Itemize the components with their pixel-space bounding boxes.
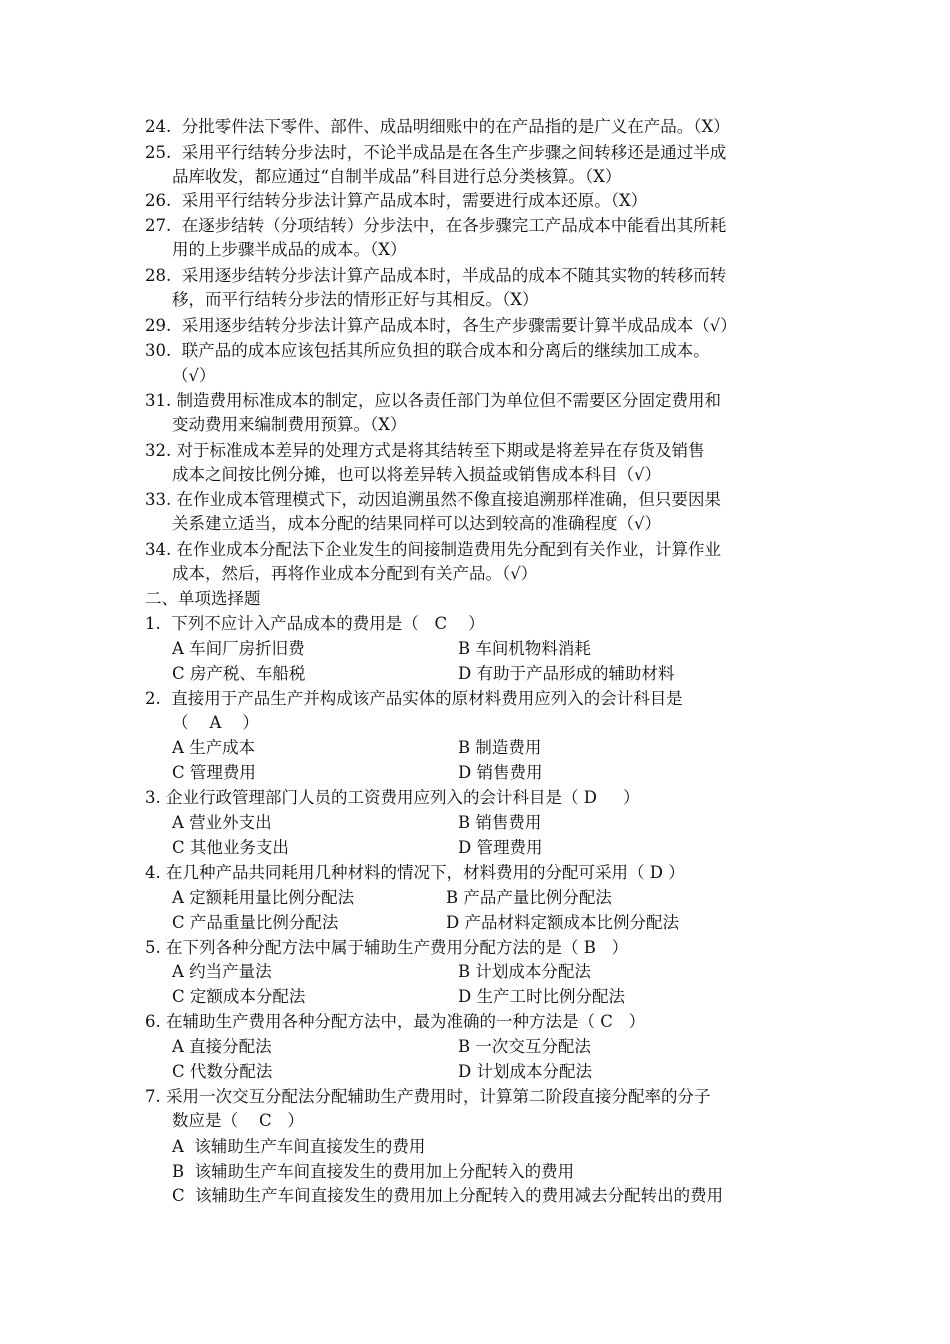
item-34-line-2: 成本，然后，再将作业成本分配到有关产品。（√） xyxy=(172,564,538,583)
question-1: 1. 下列不应计入产品成本的费用是（ C ） xyxy=(145,614,485,633)
item-33-line-2: 关系建立适当，成本分配的结果同样可以达到较高的准确程度（√） xyxy=(172,514,662,533)
q7-option-a: A 该辅助生产车间直接发生的费用 xyxy=(172,1137,426,1156)
q4-option-d: D 产品材料定额成本比例分配法 xyxy=(446,913,679,932)
item-28-line-2: 移，而平行结转分步法的情形正好与其相反。（X） xyxy=(172,290,539,309)
question-7-line-1: 7. 采用一次交互分配法分配辅助生产费用时，计算第二阶段直接分配率的分子 xyxy=(145,1087,711,1106)
item-25-line-1: 25. 采用平行结转分步法时，不论半成品是在各生产步骤之间转移还是通过半成 xyxy=(145,143,727,162)
q5-option-b: B 计划成本分配法 xyxy=(458,962,591,981)
q3-option-a: A 营业外支出 xyxy=(172,813,272,832)
question-7-line-2: 数应是（ C ） xyxy=(172,1111,304,1130)
question-4: 4. 在几种产品共同耗用几种材料的情况下，材料费用的分配可采用（ D ） xyxy=(145,863,685,882)
q1-option-a: A 车间厂房折旧费 xyxy=(172,639,305,658)
q2-option-b: B 制造费用 xyxy=(458,738,542,757)
section-heading: 二、单项选择题 xyxy=(145,589,261,608)
item-28-line-1: 28. 采用逐步结转分步法计算产品成本时，半成品的成本不随其实物的转移而转 xyxy=(145,266,727,285)
q4-option-c: C 产品重量比例分配法 xyxy=(172,913,339,932)
q6-option-d: D 计划成本分配法 xyxy=(458,1062,592,1081)
item-29-line-1: 29. 采用逐步结转分步法计算产品成本时，各生产步骤需要计算半成品成本（√） xyxy=(145,316,737,335)
q4-option-b: B 产品产量比例分配法 xyxy=(446,888,612,907)
q5-option-a: A 约当产量法 xyxy=(172,962,272,981)
q6-option-a: A 直接分配法 xyxy=(172,1037,272,1056)
item-33-line-1: 33. 在作业成本管理模式下，动因追溯虽然不像直接追溯那样准确，但只要因果 xyxy=(145,490,721,509)
q2-option-a: A 生产成本 xyxy=(172,738,256,757)
q3-option-d: D 管理费用 xyxy=(458,838,543,857)
q6-option-c: C 代数分配法 xyxy=(172,1062,273,1081)
q7-option-b: B 该辅助生产车间直接发生的费用加上分配转入的费用 xyxy=(172,1162,575,1181)
item-27-line-1: 27. 在逐步结转（分项结转）分步法中，在各步骤完工产品成本中能看出其所耗 xyxy=(145,216,727,235)
q3-option-b: B 销售费用 xyxy=(458,813,542,832)
question-3: 3. 企业行政管理部门人员的工资费用应列入的会计科目是（ D ） xyxy=(145,788,640,807)
item-30-line-2: （√） xyxy=(172,366,216,385)
item-32-line-1: 32. 对于标准成本差异的处理方式是将其结转至下期或是将差异在存货及销售 xyxy=(145,441,705,460)
item-31-line-1: 31. 制造费用标准成本的制定，应以各责任部门为单位但不需要区分固定费用和 xyxy=(145,391,721,410)
item-34-line-1: 34. 在作业成本分配法下企业发生的间接制造费用先分配到有关作业，计算作业 xyxy=(145,540,721,559)
q1-option-d: D 有助于产品形成的辅助材料 xyxy=(458,664,675,683)
item-27-line-2: 用的上步骤半成品的成本。（X） xyxy=(172,240,407,259)
item-30-line-1: 30. 联产品的成本应该包括其所应负担的联合成本和分离后的继续加工成本。 xyxy=(145,341,710,360)
q1-option-b: B 车间机物料消耗 xyxy=(458,639,591,658)
q7-option-c: C 该辅助生产车间直接发生的费用加上分配转入的费用减去分配转出的费用 xyxy=(172,1186,724,1205)
item-31-line-2: 变动费用来编制费用预算。（X） xyxy=(172,415,407,434)
q6-option-b: B 一次交互分配法 xyxy=(458,1037,591,1056)
q4-option-a: A 定额耗用量比例分配法 xyxy=(172,888,355,907)
q2-option-d: D 销售费用 xyxy=(458,763,543,782)
q1-option-c: C 房产税、车船税 xyxy=(172,664,306,683)
item-25-line-2: 品库收发，都应通过“自制半成品”科目进行总分类核算。（X） xyxy=(172,167,622,186)
question-2-line-2: （ A ） xyxy=(172,713,259,732)
question-6: 6. 在辅助生产费用各种分配方法中，最为准确的一种方法是（ C ） xyxy=(145,1012,646,1031)
item-32-line-2: 成本之间按比例分摊，也可以将差异转入损益或销售成本科目（√） xyxy=(172,465,662,484)
item-26-line-1: 26. 采用平行结转分步法计算产品成本时，需要进行成本还原。（X） xyxy=(145,191,648,210)
q5-option-d: D 生产工时比例分配法 xyxy=(458,987,625,1006)
question-5: 5. 在下列各种分配方法中属于辅助生产费用分配方法的是（ B ） xyxy=(145,938,629,957)
item-24-line-1: 24. 分批零件法下零件、部件、成品明细账中的在产品指的是广义在产品。（X） xyxy=(145,117,730,136)
q3-option-c: C 其他业务支出 xyxy=(172,838,289,857)
q2-option-c: C 管理费用 xyxy=(172,763,256,782)
q5-option-c: C 定额成本分配法 xyxy=(172,987,306,1006)
question-2-line-1: 2. 直接用于产品生产并构成该产品实体的原材料费用应列入的会计科目是 xyxy=(145,689,683,708)
